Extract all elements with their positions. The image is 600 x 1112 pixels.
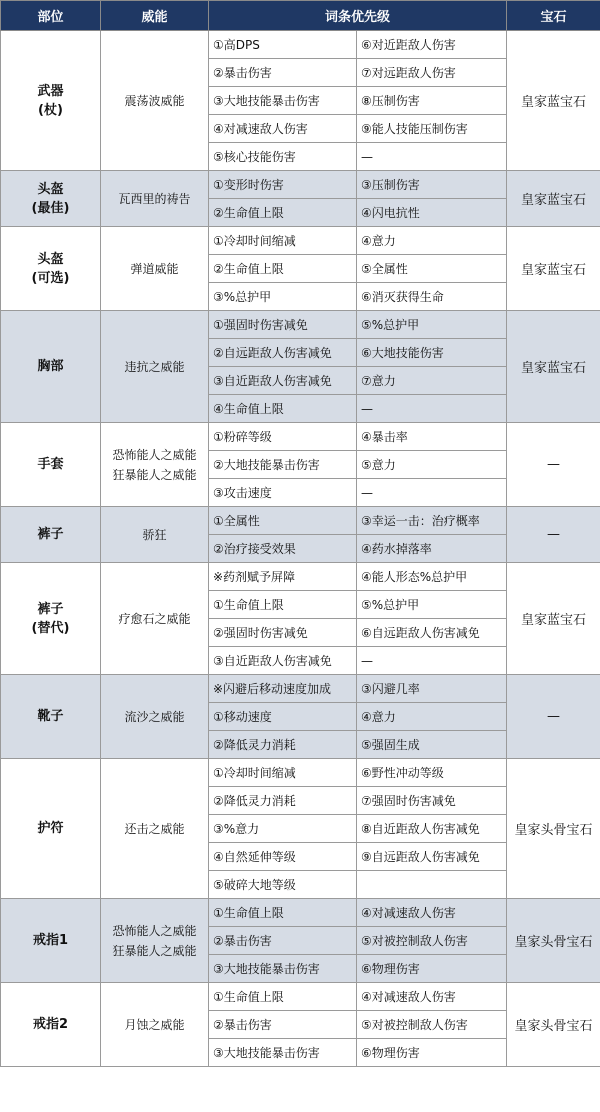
affix-cell-right: ⑥自远距敌人伤害减免	[357, 619, 507, 647]
affix-cell-left: ③大地技能暴击伤害	[209, 955, 357, 983]
affix-cell-left: ④对减速敌人伤害	[209, 115, 357, 143]
affix-cell-left: ②生命值上限	[209, 255, 357, 283]
affix-cell-left: ②降低灵力消耗	[209, 731, 357, 759]
gem-cell: 皇家蓝宝石	[507, 227, 600, 311]
affix-cell-left: ③大地技能暴击伤害	[209, 1039, 357, 1067]
affix-cell-right: ④对减速敌人伤害	[357, 899, 507, 927]
affix-cell-left: ※闪避后移动速度加成	[209, 675, 357, 703]
affix-cell-right: ⑥物理伤害	[357, 955, 507, 983]
affix-cell-left: ②暴击伤害	[209, 59, 357, 87]
affix-cell-right: ③幸运一击：治疗概率	[357, 507, 507, 535]
affix-cell-left: ③攻击速度	[209, 479, 357, 507]
affix-cell-right: —	[357, 647, 507, 675]
gem-cell: 皇家蓝宝石	[507, 563, 600, 675]
gear-row-group	[1, 227, 600, 311]
affix-cell-left: ②暴击伤害	[209, 1011, 357, 1039]
gear-row-group	[1, 31, 600, 171]
power-cell	[101, 563, 209, 675]
table-row	[1, 311, 600, 339]
gear-slot-label: 头盔	[37, 251, 64, 267]
affix-cell-left: ①移动速度	[209, 703, 357, 731]
power-label: 震荡波威能	[124, 93, 185, 108]
affix-cell-right: ④闪电抗性	[357, 199, 507, 227]
gear-slot-label: 武器	[37, 83, 64, 99]
gear-slot-cell	[1, 227, 101, 311]
table-row	[1, 563, 600, 591]
table-row	[1, 899, 600, 927]
gear-slot-label: 戒指2	[32, 1017, 69, 1032]
gear-slot-cell	[1, 983, 101, 1067]
affix-cell-right: ⑥对近距敌人伤害	[357, 31, 507, 59]
affix-cell-left: ③%总护甲	[209, 283, 357, 311]
power-label: 违抗之威能	[124, 359, 185, 374]
gear-slot-label: 戒指1	[32, 933, 69, 948]
affix-cell-right: ⑦意力	[357, 367, 507, 395]
gem-cell: —	[507, 675, 600, 759]
affix-cell-right: —	[357, 143, 507, 171]
affix-cell-right: —	[357, 479, 507, 507]
affix-cell-right: ⑧自近距敌人伤害减免	[357, 815, 507, 843]
gear-slot-label: 靴子	[37, 709, 64, 724]
affix-cell-right: ⑥野性冲动等级	[357, 759, 507, 787]
affix-cell-left: ④自然延伸等级	[209, 843, 357, 871]
gear-row-group	[1, 983, 600, 1067]
affix-cell-left: ②暴击伤害	[209, 927, 357, 955]
affix-cell-left: ①强固时伤害减免	[209, 311, 357, 339]
gear-row-group	[1, 899, 600, 983]
affix-cell-left: ①变形时伤害	[209, 171, 357, 199]
power-cell	[101, 227, 209, 311]
gem-cell: 皇家头骨宝石	[507, 899, 600, 983]
affix-cell-right: ③压制伤害	[357, 171, 507, 199]
power-cell	[101, 31, 209, 171]
power-label: 弹道威能	[130, 261, 179, 276]
gem-cell: 皇家蓝宝石	[507, 31, 600, 171]
affix-cell-right: ④意力	[357, 227, 507, 255]
gear-slot-cell	[1, 423, 101, 507]
gear-slot-cell	[1, 31, 101, 171]
affix-cell-right: ⑤对被控制敌人伤害	[357, 927, 507, 955]
gear-slot-label: (最佳)	[31, 200, 70, 216]
affix-cell-left: ②降低灵力消耗	[209, 787, 357, 815]
gear-slot-label: 头盔	[37, 181, 64, 197]
gem-cell: —	[507, 423, 600, 507]
affix-cell-left: ⑤破碎大地等级	[209, 871, 357, 899]
affix-cell-right: ⑨自远距敌人伤害减免	[357, 843, 507, 871]
power-cell	[101, 507, 209, 563]
gear-slot-cell	[1, 311, 101, 423]
power-label: 流沙之威能	[124, 709, 185, 724]
gear-row-group	[1, 675, 600, 759]
header-part: 部位	[1, 1, 101, 31]
affix-cell-left: ②自远距敌人伤害减免	[209, 339, 357, 367]
table-row	[1, 759, 600, 787]
header-row	[1, 1, 600, 31]
gear-slot-cell	[1, 563, 101, 675]
affix-cell-right: ⑦对远距敌人伤害	[357, 59, 507, 87]
affix-cell-right: ④能人形态%总护甲	[357, 563, 507, 591]
gear-row-group	[1, 423, 600, 507]
affix-cell-right: ⑥大地技能伤害	[357, 339, 507, 367]
affix-cell-right: ④药水掉落率	[357, 535, 507, 563]
table-row	[1, 507, 600, 535]
affix-cell-left: ①生命值上限	[209, 899, 357, 927]
affix-cell-right: ⑨能人技能压制伤害	[357, 115, 507, 143]
affix-cell-right: ⑧压制伤害	[357, 87, 507, 115]
affix-cell-left: ②强固时伤害减免	[209, 619, 357, 647]
header-gem: 宝石	[507, 1, 600, 31]
power-cell	[101, 899, 209, 983]
affix-cell-left: ⑤核心技能伤害	[209, 143, 357, 171]
affix-cell-left: ③大地技能暴击伤害	[209, 87, 357, 115]
gear-slot-label: (可选)	[31, 270, 70, 286]
affix-cell-left: ③自近距敌人伤害减免	[209, 647, 357, 675]
power-cell	[101, 171, 209, 227]
power-cell	[101, 983, 209, 1067]
power-label: 狂暴能人之威能	[112, 467, 197, 482]
power-label: 骄狂	[142, 527, 167, 542]
power-label: 月蚀之威能	[124, 1017, 185, 1032]
affix-cell-left: ②生命值上限	[209, 199, 357, 227]
header-power: 威能	[101, 1, 209, 31]
gear-slot-label: 胸部	[37, 359, 64, 374]
gem-cell: 皇家头骨宝石	[507, 983, 600, 1067]
power-label: 恐怖能人之威能	[112, 447, 197, 462]
affix-cell-left: ②大地技能暴击伤害	[209, 451, 357, 479]
gem-cell: 皇家头骨宝石	[507, 759, 600, 899]
affix-cell-right: ⑤%总护甲	[357, 311, 507, 339]
table-row	[1, 171, 600, 199]
table-row	[1, 983, 600, 1011]
power-label: 瓦西里的祷告	[118, 191, 191, 206]
affix-cell-left: ①生命值上限	[209, 983, 357, 1011]
affix-cell-left: ①生命值上限	[209, 591, 357, 619]
gem-cell: —	[507, 507, 600, 563]
gem-cell: 皇家蓝宝石	[507, 171, 600, 227]
header-affix-priority: 词条优先级	[209, 1, 507, 31]
affix-cell-left: ①冷却时间缩减	[209, 759, 357, 787]
affix-cell-right: ⑤全属性	[357, 255, 507, 283]
gear-slot-label: (杖)	[38, 102, 63, 118]
table-row	[1, 423, 600, 451]
affix-cell-right: ⑤意力	[357, 451, 507, 479]
table-row	[1, 227, 600, 255]
affix-cell-right: ⑦强固时伤害减免	[357, 787, 507, 815]
power-label: 恐怖能人之威能	[112, 923, 197, 938]
affix-cell-left: ①粉碎等级	[209, 423, 357, 451]
affix-cell-right: ⑤对被控制敌人伤害	[357, 1011, 507, 1039]
affix-cell-right: ④暴击率	[357, 423, 507, 451]
affix-cell-right: ④意力	[357, 703, 507, 731]
power-cell	[101, 311, 209, 423]
power-cell	[101, 759, 209, 899]
gear-slot-cell	[1, 171, 101, 227]
power-label: 狂暴能人之威能	[112, 943, 197, 958]
affix-cell-left: ①冷却时间缩减	[209, 227, 357, 255]
gear-row-group	[1, 759, 600, 899]
power-label: 还击之威能	[124, 821, 185, 836]
gear-slot-label: (替代)	[31, 620, 70, 636]
gear-slot-cell	[1, 759, 101, 899]
affix-cell-right: ⑤%总护甲	[357, 591, 507, 619]
affix-cell-right: ⑥消灭获得生命	[357, 283, 507, 311]
affix-cell-left: ①全属性	[209, 507, 357, 535]
power-label: 疗愈石之威能	[118, 611, 191, 626]
gear-slot-cell	[1, 675, 101, 759]
gear-slot-cell	[1, 899, 101, 983]
gear-row-group	[1, 171, 600, 227]
gear-row-group	[1, 563, 600, 675]
table-row	[1, 31, 600, 59]
table-row	[1, 675, 600, 703]
affix-cell-right: —	[357, 395, 507, 423]
gear-slot-cell	[1, 507, 101, 563]
table-header	[1, 1, 600, 31]
affix-cell-left: ④生命值上限	[209, 395, 357, 423]
affix-cell-right: ⑤强固生成	[357, 731, 507, 759]
affix-cell-right: ⑥物理伤害	[357, 1039, 507, 1067]
affix-cell-right: ③闪避几率	[357, 675, 507, 703]
gear-slot-label: 护符	[37, 821, 64, 836]
affix-cell-left: ※药剂赋予屏障	[209, 563, 357, 591]
affix-cell-right: ④对减速敌人伤害	[357, 983, 507, 1011]
affix-cell-left: ③自近距敌人伤害减免	[209, 367, 357, 395]
affix-cell-left: ①高DPS	[209, 31, 357, 59]
gear-row-group	[1, 311, 600, 423]
power-cell	[101, 423, 209, 507]
affix-cell-left: ③%意力	[209, 815, 357, 843]
gear-slot-label: 手套	[37, 457, 64, 472]
gear-slot-label: 裤子	[37, 527, 64, 542]
gem-cell: 皇家蓝宝石	[507, 311, 600, 423]
affix-cell-right	[357, 871, 507, 899]
power-cell	[101, 675, 209, 759]
gear-row-group	[1, 507, 600, 563]
affix-cell-left: ②治疗接受效果	[209, 535, 357, 563]
gear-slot-label: 裤子	[37, 601, 64, 617]
